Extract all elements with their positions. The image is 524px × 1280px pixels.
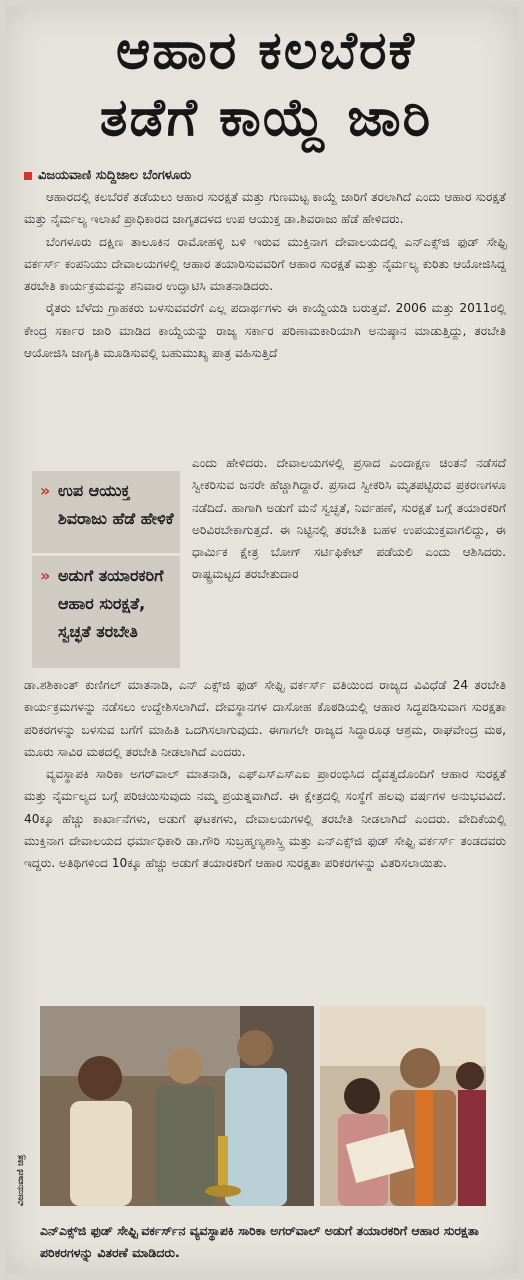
paragraph-intro: ಆಹಾರದಲ್ಲಿ ಕಲಬೆರಕೆ ತಡೆಯಲು ಆಹಾರ ಸುರಕ್ಷತೆ ಮತ್ತು ಗುಣಮಟ್ಟ ಕಾಯ್ದೆ ಜಾರಿಗೆ ತರಲಾಗಿದೆ ಎಂದು ಆಹಾರ ಸುರಕ್ಷತೆ ಮತ್ತು ನೈರ್ಮಲ್ಯ ಇಲಾಖೆ ಪ್ರಾಧಿಕಾರದ ಜಾಗೃತದಳದ ಉಪ ಆಯುಕ್ತ ಡಾ.ಶಿವರಾಜು ಹೆಡೆ ಹೇಳಿದರು. <box>24 190 506 227</box>
paragraph-right: ಎಂದು ಹೇಳಿದರು. ದೇವಾಲಯಗಳಲ್ಲಿ ಪ್ರಸಾದ ಎಂದಾಕ್ಷಣ ಚಿಂತನೆ ನಡೆಸದೆ ಸ್ವೀಕರಿಸುವ ಜನರೇ ಹೆಚ್ಚಾಗಿದ್ದಾರೆ. ಪ್ರಸಾದ ಸ್ವೀಕರಿಸಿ ಮೃತಪಟ್ಟಿರುವ ಪ್ರಕರಣಗಳೂ ನಡೆದಿದೆ. ಹಾಗಾಗಿ ಅಡುಗೆ ಮನೆ ಸ್ವಚ್ಛತೆ, ನಿರ್ವಹಣೆ, ಸುರಕ್ಷತೆ ಬಗ್ಗೆ ತಯಾರಕರಿಗೆ ಅರಿವಿರಬೇಕಾಗುತ್ತದೆ. ಈ ನಿಟ್ಟಿನಲ್ಲಿ ತರಬೇತಿ ಬಹಳ ಉಪಯುಕ್ತವಾಗಲಿದ್ದು, ಈ ಧಾರ್ಮಿಕ ಕ್ಷೇತ್ರ ಬೋಗ್ ಸರ್ಟಿಫಿಕೇಟ್ ಪಡೆಯಲಿ ಎಂದು ಆಶಿಸಿದರು. ರಾಷ್ಟ್ರಮಟ್ಟದ ತರಬೇತುದಾರ <box>192 456 506 582</box>
photo-left-image <box>40 1006 314 1206</box>
pull-quote-divider <box>32 553 180 555</box>
photo-right-image <box>320 1006 486 1206</box>
chevron-right-icon: » <box>40 481 51 500</box>
pull-quote-1-text: ಉಪ ಆಯುಕ್ತ ಶಿವರಾಜು ಹೆಡೆ ಹೇಳಿಕೆ <box>58 481 174 528</box>
paragraph-2: ಬೆಂಗಳೂರು ದಕ್ಷಿಣ ತಾಲೂಕಿನ ರಾಮೋಹಳ್ಳಿ ಬಳಿ ಇರುವ ಮುಕ್ತಿನಾಗ ದೇವಾಲಯದಲ್ಲಿ ಎನ್‌ಎಕ್ಸ್‌ಜಿ ಫುಡ್ ಸೇಫ್ಟಿ ವರ್ಕರ್ಸ್ ಕಂಪನಿಯು ದೇವಾಲಯಗಳಲ್ಲಿ ಆಹಾರ ತಯಾರಿಸುವವರಿಗೆ ಆಹಾರ ಸುರಕ್ಷತೆ ಮತ್ತು ನೈರ್ಮಲ್ಯ ಕುರಿತು ಆಯೋಜಿಸಿದ್ದ ತರಬೇತಿ ಕಾರ್ಯಕ್ರಮವನ್ನು ಶನಿವಾರ ಉದ್ಘಾಟಿಸಿ ಮಾತನಾಡಿದರು. <box>24 234 506 294</box>
article-photos <box>40 1006 486 1206</box>
headline-line-2: ತಡೆಗೆ ಕಾಯ್ದೆ ಜಾರಿ <box>99 87 433 148</box>
headline-line-1: ಆಹಾರ ಕಲಬೆರಕೆ <box>115 21 416 81</box>
paragraph-3: ರೈತರು ಬೆಳೆದು ಗ್ರಾಹಕರು ಬಳಸುವವರೆಗೆ ಎಲ್ಲ ಪದಾರ್ಥಗಳು ಈ ಕಾಯ್ದೆಯಡಿ ಬರುತ್ತವೆ. 2006 ಮತ್ತು 2011ರಲ್ಲಿ ಕೇಂದ್ರ ಸರ್ಕಾರ ಜಾರಿ ಮಾಡಿದ ಕಾಯ್ದೆಯನ್ನು ರಾಜ್ಯ ಸರ್ಕಾರ ಪರಿಣಾಮಕಾರಿಯಾಗಿ ಅನುಷ್ಠಾನ ಮಾಡುತ್ತಿದ್ದು, ತರಬೇತಿ ಆಯೋಜಿಸಿ ಜಾಗೃತಿ ಮೂಡಿಸುವಲ್ಲಿ ಬಹುಮುಖ್ಯ ಪಾತ್ರ ವಹಿಸುತ್ತಿದೆ <box>24 301 506 361</box>
newspaper-page <box>6 6 518 1274</box>
chevron-right-icon: » <box>40 566 51 585</box>
byline-marker-icon <box>24 172 32 180</box>
byline <box>24 168 191 183</box>
photo-credit: ವಿಜಯವಾಣಿ ಚಿತ್ರ <box>16 1154 26 1206</box>
paragraph-4: ಡಾ.ಶಶಿಕಾಂತ್ ಕುಣಿಗಲ್ ಮಾತನಾಡಿ, ಎನ್ ಎಕ್ಸ್‌ಜಿ ಫುಡ್ ಸೇಫ್ಟಿ ವರ್ಕರ್ಸ್ ವತಿಯಿಂದ ರಾಜ್ಯದ ವಿವಿಧೆಡೆ 24 ತರಬೇತಿ ಕಾರ್ಯಕ್ರಮಗಳನ್ನು ನಡೆಸಲು ಉದ್ದೇಶಿಸಲಾಗಿದೆ. ದೇವಸ್ಥಾನಗಳ ದಾಸೋಹ ಕೊಠಡಿಯಲ್ಲಿ ಆಹಾರ ಸಿದ್ಧಪಡಿಸುವಾಗ ಸುರಕ್ಷತಾ ಪರಿಕರಗಳನ್ನು ಬಳಸುವ ಬಗೆಗೆ ಮಾಹಿತಿ ಒದಗಿಸಲಾಗುವುದು. ಈಗಾಗಲೇ ರಾಜ್ಯದ ಸಿದ್ಧಾರೂಢ ಆಶ್ರಮ, ರಾಘವೇಂದ್ರ ಮಠ, ಮೂರು ಸಾವಿರ ಮಠದಲ್ಲಿ ತರಬೇತಿ ನೀಡಲಾಗಿದೆ ಎಂದರು. <box>24 678 506 759</box>
headline <box>16 21 516 148</box>
photo-caption: ಎನ್‌ಎಕ್ಸ್‌ಜಿ ಫುಡ್ ಸೇಫ್ಟಿ ವರ್ಕರ್ಸ್‌ನ ವ್ಯವಸ್ಥಾಪಕಿ ಸಾರಿಕಾ ಅಗರ್‌ವಾಲ್ ಅಡುಗೆ ತಯಾರಕರಿಗೆ ಆಹಾರ ಸುರಕ್ಷತಾ ಪರಿಕರಗಳನ್ನು ವಿತರಣೆ ಮಾಡಿದರು. <box>40 1223 479 1260</box>
byline-text: ವಿಜಯವಾಣಿ ಸುದ್ದಿಜಾಲ ಬೆಂಗಳೂರು <box>38 168 192 183</box>
pull-quote-2 <box>32 556 180 668</box>
article-top-text <box>24 186 506 364</box>
photo-left <box>40 1006 314 1206</box>
paragraph-5: ವ್ಯವಸ್ಥಾಪಕಿ ಸಾರಿಕಾ ಅಗರ್‌ವಾಲ್ ಮಾತನಾಡಿ, ಎಫ್‌ಎಸ್‌ಎಸ್‌ಎಐ ಪ್ರಾರಂಭಿಸಿದ ದೈವತ್ವದೊಂದಿಗೆ ಆಹಾರ ಸುರಕ್ಷತೆ ಮತ್ತು ನೈರ್ಮಲ್ಯದ ಬಗ್ಗೆ ಪರಿಚಯಿಸುವುದು ನಮ್ಮ ಪ್ರಯತ್ನವಾಗಿದೆ. ಈ ಕ್ಷೇತ್ರದಲ್ಲಿ ಸಂಸ್ಥೆಗೆ ಹಲವು ವರ್ಷಗಳ ಅನುಭವವಿದೆ. 40ಕ್ಕೂ ಹೆಚ್ಚು ಕಾರ್ಖಾನೆಗಳು, ಅಡುಗೆ ಘಟಕಗಳು, ದೇವಾಲಯಗಳಲ್ಲಿ ತರಬೇತಿ ನೀಡಲಾಗಿದೆ ಎಂದರು. ವೇದಿಕೆಯಲ್ಲಿ ಮುಕ್ತಿನಾಗ ದೇವಾಲಯದ ಧರ್ಮಾಧಿಕಾರಿ ಡಾ.ಗೌರಿ ಸುಬ್ರಹ್ಮಣ್ಯಶಾಸ್ತ್ರಿ ಮತ್ತು ಎನ್‌ಎಕ್ಸ್‌ಜಿ ಫುಡ್ ಸೇಫ್ಟಿ ವರ್ಕರ್ಸ್ ತಂಡದವರು ಇದ್ದರು. ಅತಿಥಿಗಳಿಂದ 10ಕ್ಕೂ ಹೆಚ್ಚು ಅಡುಗೆ ತಯಾರಕರಿಗೆ ಆಹಾರ ಸುರಕ್ಷತಾ ಪರಿಕರಗಳನ್ನು ವಿತರಿಸಲಾಯಿತು. <box>24 767 506 871</box>
article-bottom-text <box>24 674 506 875</box>
pull-quote-2-text: ಅಡುಗೆ ತಯಾರಕರಿಗೆ ಆಹಾರ ಸುರಕ್ಷತೆ, ಸ್ವಚ್ಛತೆ ತರಬೇತಿ <box>58 566 164 641</box>
pull-quote-1 <box>32 471 180 553</box>
photo-right <box>320 1006 486 1206</box>
article-right-column <box>192 452 506 586</box>
